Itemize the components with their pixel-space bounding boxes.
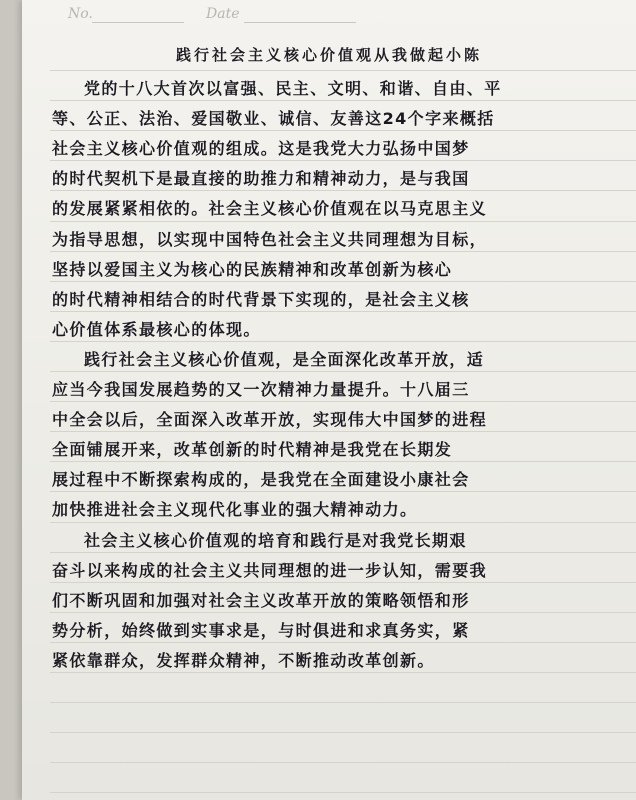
ruled-line	[50, 371, 636, 372]
ruled-line	[50, 672, 636, 673]
text-line: 加快推进社会主义现代化事业的强大精神动力。	[52, 500, 418, 520]
date-field-line	[244, 22, 356, 23]
ruled-line	[50, 70, 636, 71]
text-line: 展过程中不断探索构成的，是我党在全面建设小康社会	[52, 470, 470, 490]
ruled-line	[50, 612, 636, 613]
text-line: 社会主义核心价值观的组成。这是我党大力弘扬中国梦	[52, 139, 470, 159]
ruled-line	[50, 130, 636, 131]
ruled-line	[50, 702, 636, 703]
number-label: No.	[68, 6, 93, 22]
text-line: 应当今我国发展趋势的又一次精神力量提升。十八届三	[52, 380, 470, 399]
text-line: 心价值体系最核心的体现。	[52, 319, 261, 339]
page-header	[22, 0, 636, 32]
text-line: 为指导思想，以实现中国特色社会主义共同理想为目标，	[52, 229, 488, 249]
ruled-line	[50, 522, 636, 523]
ruled-line	[50, 582, 636, 583]
ruled-line	[50, 281, 636, 282]
ruled-line	[50, 431, 636, 432]
text-line: 的时代契机下是最直接的助推力和精神动力，是与我国	[52, 169, 470, 189]
ruled-line	[50, 642, 636, 643]
notebook-page	[22, 0, 636, 800]
text-line: 奋斗以来构成的社会主义共同理想的进一步认知，需要我	[52, 560, 488, 580]
text-line: 社会主义核心价值观的培育和践行是对我党长期艰	[84, 530, 467, 550]
text-line: 党的十八大首次以富强、民主、文明、和谐、自由、平	[84, 79, 502, 98]
text-line: 的发展紧紧相依的。社会主义核心价值观在以马克思主义	[52, 199, 488, 219]
date-label: Date	[206, 6, 240, 22]
text-line: 的时代精神相结合的时代背景下实现的，是社会主义核	[52, 289, 470, 309]
text-line: 等、公正、法治、爱国敬业、诚信、友善这24个字来概括	[52, 109, 495, 129]
text-line: 全面铺展开来，改革创新的时代精神是我党在长期发	[52, 440, 453, 460]
ruled-line	[50, 251, 636, 252]
ruled-line	[50, 190, 636, 191]
ruled-line	[50, 461, 636, 462]
ruled-line	[50, 552, 636, 553]
text-line: 践行社会主义核心价值观，是全面深化改革开放，适	[84, 349, 485, 369]
text-line: 们不断巩固和加强对社会主义改革开放的策略领悟和形	[52, 590, 470, 610]
ruled-line	[50, 100, 636, 101]
essay-title: 践行社会主义核心价值观从我做起小陈	[175, 46, 482, 64]
ruled-line	[50, 160, 636, 161]
number-field-line	[92, 22, 184, 23]
text-line: 势分析，始终做到实事求是，与时俱进和求真务实，紧	[52, 620, 470, 640]
ruled-line	[50, 221, 636, 222]
text-line: 紧依靠群众，发挥群众精神，不断推动改革创新。	[52, 650, 435, 670]
ruled-line	[50, 491, 636, 492]
text-line: 坚持以爱国主义为核心的民族精神和改革创新为核心	[52, 259, 453, 279]
text-line: 中全会以后，全面深入改革开放，实现伟大中国梦的进程	[52, 410, 488, 430]
ruled-line	[50, 762, 636, 763]
ruled-line	[50, 732, 636, 733]
ruled-line	[50, 341, 636, 342]
ruled-line	[50, 792, 636, 793]
ruled-line	[50, 401, 636, 402]
ruled-line	[50, 311, 636, 312]
